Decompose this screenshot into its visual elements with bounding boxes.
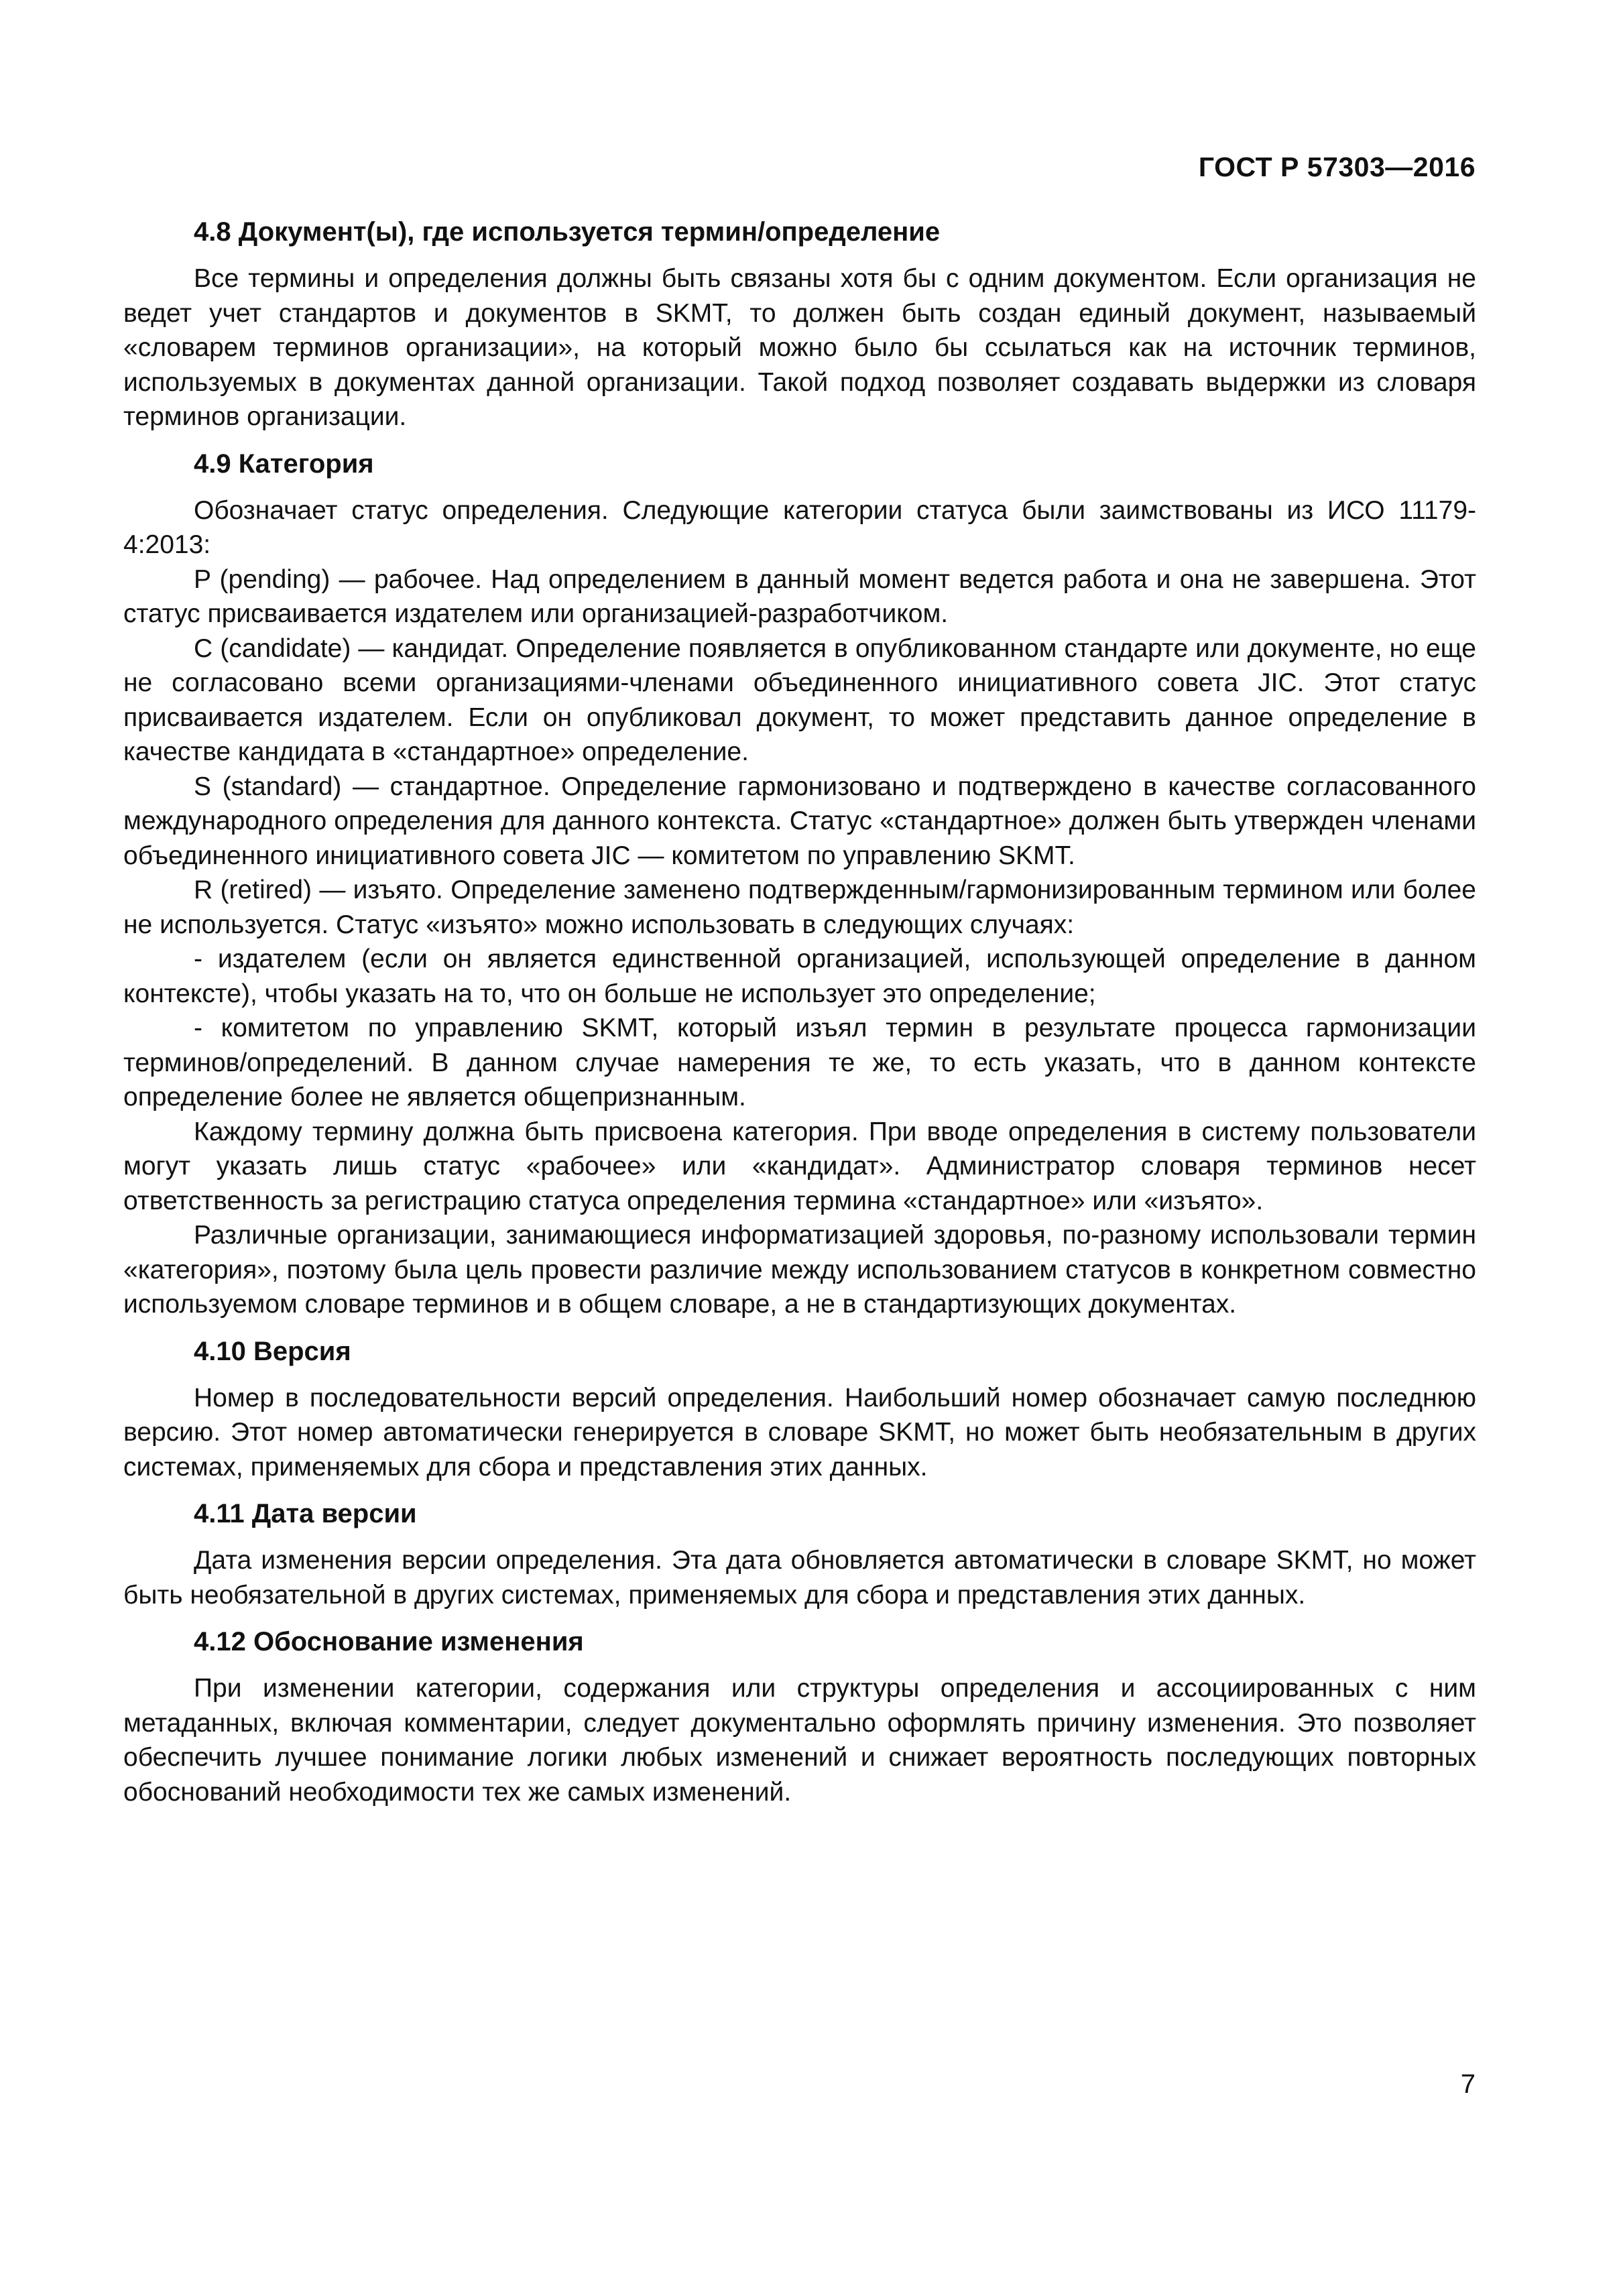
paragraph: При изменении категории, содержания или структуры определения и ассоциированных с ним метаданных, включая комментарии, следует документально оформлять причину изменения. Это позволяет обеспечить лучшее понимание логики любых изменений и снижает вероятность последующих повторных обоснований необходимости тех же самых изменений. [123,1674,1476,1807]
paragraph: Обозначает статус определения. Следующие категории статуса были заимствованы из ИСО 11179-4:2013: [123,495,1476,559]
document-id-header: ГОСТ Р 57303—2016 [1198,152,1476,182]
paragraph: Каждому термину должна быть присвоена категория. При вводе определения в систему пользователи могут указать лишь статус «рабочее» или «кандидат». Администратор словаря терминов несет ответственность за регистрацию статуса определения термина «стандартное» или «изъято». [123,1117,1476,1215]
section-4-12 [123,1624,1476,1809]
document-body [123,215,1476,1809]
paragraph: Дата изменения версии определения. Эта дата обновляется автоматически в словаре SKMT, но может быть необязательной в других системах, применяемых для сбора и представления этих данных. [123,1546,1476,1610]
paragraph: R (retired) — изъято. Определение заменено подтвержденным/гармонизированным термином или более не используется. Статус «изъято» можно использовать в следующих случаях: [123,875,1476,939]
section-heading: 4.12 Обоснование изменения [194,1627,584,1656]
section-heading: 4.9 Категория [194,448,374,479]
paragraph: C (candidate) — кандидат. Определение появляется в опубликованном стандарте или документе, но еще не согласовано всеми организациями-членами объединенного инициативного совета JIC. Этот статус присваивается издателем. Если он опубликовал документ, то может представить данное определение в качестве кандидата в «стандартное» определение. [123,633,1476,766]
section-heading: 4.10 Версия [194,1336,351,1366]
section-4-10 [123,1334,1476,1485]
paragraph: Все термины и определения должны быть связаны хотя бы с одним документом. Если организация не ведет учет стандартов и документов в SKMT, то должен быть создан единый документ, называемый «словарем терминов организации», на который можно было бы ссылаться как на источник терминов, используемых в документах данной организации. Такой подход позволяет создавать выдержки из словаря терминов организации. [123,264,1476,431]
paragraph: P (pending) — рабочее. Над определением в данный момент ведется работа и она не завершена. Этот статус присваивается издателем или организацией-разработчиком. [123,564,1476,628]
section-heading: 4.11 Дата версии [194,1499,417,1528]
list-item: - издателем (если он является единственной организацией, использующей определение в данном контексте), чтобы указать на то, что он больше не использует это определение; [123,945,1476,1008]
paragraph: Различные организации, занимающиеся информатизацией здоровья, по-разному использовали термин «категория», поэтому была цель провести различие между использованием статусов в конкретном совместно используемом словаре терминов и в общем словаре, а не в стандартизующих документах. [123,1221,1476,1319]
section-4-11 [123,1496,1476,1612]
page-number: 7 [1460,2069,1476,2099]
paragraph: S (standard) — стандартное. Определение гармонизовано и подтверждено в качестве согласованного международного определения для данного контекста. Статус «стандартное» должен быть утвержден членами объединенного инициативного совета JIC — комитетом по управлению SKMT. [123,772,1476,870]
section-4-8 [123,215,1476,434]
section-heading: 4.8 Документ(ы), где используется термин/определение [194,217,941,247]
section-4-9 [123,446,1476,1322]
list-item: - комитетом по управлению SKMT, который изъял термин в результате процесса гармонизации терминов/определений. В данном случае намерения те же, то есть указать, что в данном контексте определение более не является общепризнанным. [123,1014,1476,1111]
paragraph: Номер в последовательности версий определения. Наибольший номер обозначает самую последнюю версию. Этот номер автоматически генерируется в словаре SKMT, но может быть необязательным в других системах, применяемых для сбора и представления этих данных. [123,1383,1476,1482]
